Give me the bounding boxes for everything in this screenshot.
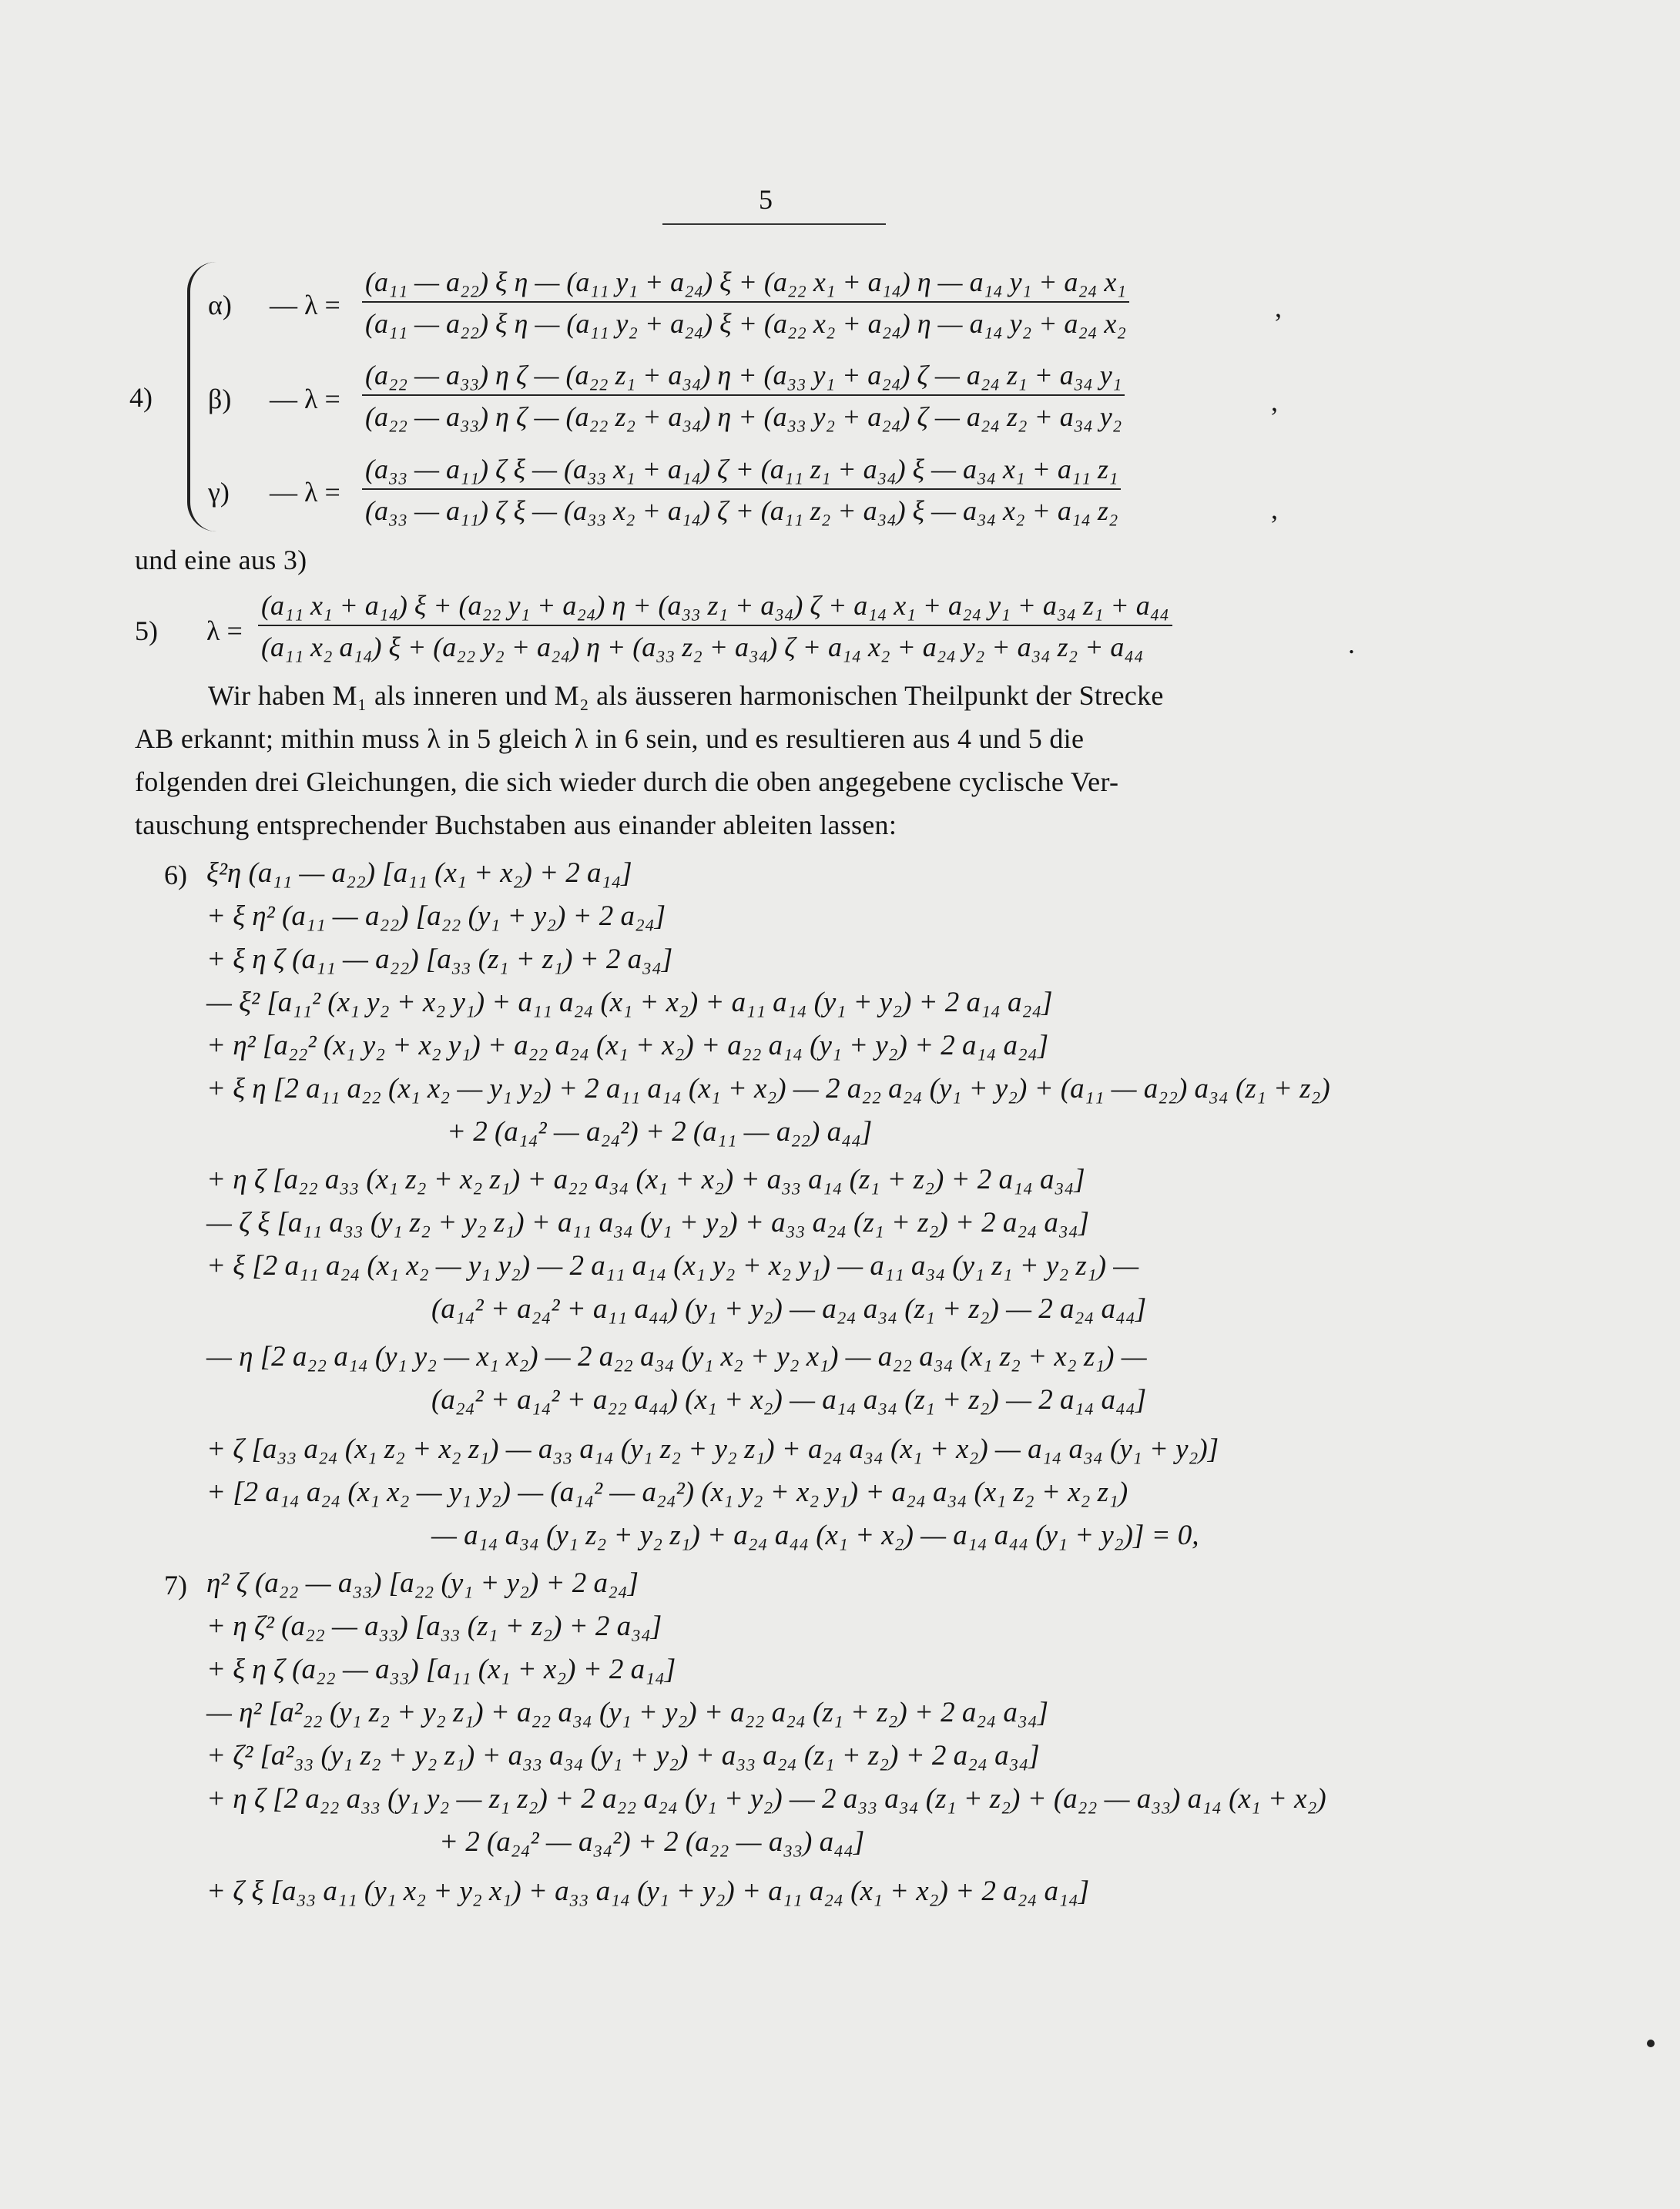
prose-line-3: folgenden drei Gleichungen, die sich wieder durch die oben angegebene cyclische Ver-: [135, 766, 1119, 797]
eq7-line-7: + 2 (a₂₄² — a₃₄²) + 2 (a₂₂ — a₃₃) a₄₄]: [439, 1826, 865, 1858]
eq6-line-5: + η² [a₂₂² (x₁ y₂ + x₂ y₁) + a₂₂ a₂₄ (x₁ + x₂) + a₂₂ a₁₄ (y₁ + y₂) + 2 a₁₄ a₂₄]: [206, 1030, 1049, 1061]
eq7-line-2: + η ζ² (a₂₂ — a₃₃) [a₃₃ (z₁ + z₂) + 2 a₃₄]: [206, 1611, 662, 1642]
eq4-gamma-lhs: — λ =: [270, 477, 340, 508]
eq6-tag: 6): [164, 860, 187, 890]
eq4-beta-denominator: (a₂₂ — a₃₃) η ζ — (a₂₂ z₂ + a₃₄) η + (a₃₃ y₂ + a₂₄) ζ — a₂₄ z₂ + a₃₄ y₂: [365, 401, 1122, 432]
eq4-beta-end: ,: [1271, 386, 1278, 417]
eq6-line-4: — ξ² [a₁₁² (x₁ y₂ + x₂ y₁) + a₁₁ a₂₄ (x₁ + x₂) + a₁₁ a₁₄ (y₁ + y₂) + 2 a₁₄ a₂₄]: [206, 987, 1053, 1018]
prose-line-1: Wir haben M₁ als inneren und M₂ als äusseren harmonischen Theilpunkt der Strecke: [208, 680, 1164, 711]
eq6-line-1: ξ²η (a₁₁ — a₂₂) [a₁₁ (x₁ + x₂) + 2 a₁₄]: [206, 857, 632, 889]
page-number: 5: [759, 184, 773, 215]
eq5-end: .: [1348, 629, 1355, 659]
eq6-line-7: + 2 (a₁₄² — a₂₄²) + 2 (a₁₁ — a₂₂) a₄₄]: [447, 1116, 873, 1148]
eq7-tag: 7): [164, 1570, 187, 1601]
eq4-gamma-tag: γ): [208, 477, 230, 508]
eq5-lhs: λ =: [206, 615, 243, 646]
eq4-beta-tag: β): [208, 384, 232, 414]
eq6-line-6: + ξ η [2 a₁₁ a₂₂ (x₁ x₂ — y₁ y₂) + 2 a₁₁ a₁₄ (x₁ + x₂) — 2 a₂₂ a₂₄ (y₁ + y₂) + (a₁₁ — a₂₂) a₃₄ (z₁ + z₂): [206, 1073, 1330, 1104]
eq4-gamma-denominator: (a₃₃ — a₁₁) ζ ξ — (a₃₃ x₂ + a₁₄) ζ + (a₁₁ z₂ + a₃₄) ξ — a₃₄ x₂ + a₁₄ z₂: [365, 495, 1118, 526]
eq7-line-3: + ξ η ζ (a₂₂ — a₃₃) [a₁₁ (x₁ + x₂) + 2 a₁₄]: [206, 1654, 676, 1685]
header-rule: [662, 223, 886, 225]
eq4-alpha-tag: α): [208, 290, 232, 320]
eq4-beta-numerator: (a₂₂ — a₃₃) η ζ — (a₂₂ z₁ + a₃₄) η + (a₃₃ y₁ + a₂₄) ζ — a₂₄ z₁ + a₃₄ y₁: [362, 359, 1125, 396]
eq4-gamma-fraction: [362, 453, 1121, 527]
eq7-line-8: + ζ ξ [a₃₃ a₁₁ (y₁ x₂ + y₂ x₁) + a₃₃ a₁₄ (y₁ + y₂) + a₁₁ a₂₄ (x₁ + x₂) + 2 a₂₄ a₁₄]: [206, 1875, 1090, 1907]
eq5-tag: 5): [135, 615, 158, 646]
eq4-beta-lhs: — λ =: [270, 384, 340, 414]
prose-line-2: AB erkannt; mithin muss λ in 5 gleich λ in 6 sein, und es resultieren aus 4 und 5 die: [135, 723, 1085, 754]
eq4-alpha-denominator: (a₁₁ — a₂₂) ξ η — (a₁₁ y₂ + a₂₄) ξ + (a₂₂ x₂ + a₂₄) η — a₁₄ y₂ + a₂₄ x₂: [365, 308, 1126, 339]
eq6-line-10: + ξ [2 a₁₁ a₂₄ (x₁ x₂ — y₁ y₂) — 2 a₁₁ a₁₄ (x₁ y₂ + x₂ y₁) — a₁₁ a₃₄ (y₁ z₁ + y₂ z₁) —: [206, 1250, 1139, 1282]
eq7-line-4: — η² [a²₂₂ (y₁ z₂ + y₂ z₁) + a₂₂ a₃₄ (y₁ + y₂) + a₂₂ a₂₄ (z₁ + z₂) + 2 a₂₄ a₃₄]: [206, 1697, 1048, 1728]
eq4-alpha-numerator: (a₁₁ — a₂₂) ξ η — (a₁₁ y₁ + a₂₄) ξ + (a₂₂ x₁ + a₁₄) η — a₁₄ y₁ + a₂₄ x₁: [362, 266, 1129, 303]
eq4-label: 4): [129, 382, 153, 413]
eq6-line-9: — ζ ξ [a₁₁ a₃₃ (y₁ z₂ + y₂ z₁) + a₁₁ a₃₄ (y₁ + y₂) + a₃₃ a₂₄ (z₁ + z₂) + 2 a₂₄ a₃₄]: [206, 1207, 1090, 1239]
eq5-denominator: (a₁₁ x₂ a₁₄) ξ + (a₂₂ y₂ + a₂₄) η + (a₃₃ z₂ + a₃₄) ζ + a₁₄ x₂ + a₂₄ y₂ + a₃₄ z₂ + a₄₄: [261, 632, 1144, 662]
stray-mark: [1647, 2040, 1655, 2047]
eq4-beta-fraction: [362, 359, 1125, 433]
eq6-line-16: — a₁₄ a₃₄ (y₁ z₂ + y₂ z₁) + a₂₄ a₄₄ (x₁ + x₂) — a₁₄ a₄₄ (y₁ + y₂)] = 0,: [431, 1520, 1199, 1551]
text-und-eine: und eine aus 3): [135, 545, 307, 575]
eq7-line-5: + ζ² [a²₃₃ (y₁ z₂ + y₂ z₁) + a₃₃ a₃₄ (y₁ + y₂) + a₃₃ a₂₄ (z₁ + z₂) + 2 a₂₄ a₃₄]: [206, 1740, 1040, 1772]
eq6-line-14: + ζ [a₃₃ a₂₄ (x₁ z₂ + x₂ z₁) — a₃₃ a₁₄ (y₁ z₂ + y₂ z₁) + a₂₄ a₃₄ (x₁ + x₂) — a₁₄ a₃₄ (y₁ + y₂)]: [206, 1433, 1219, 1465]
eq4-alpha-end: ,: [1275, 292, 1282, 323]
eq6-line-11: (a₁₄² + a₂₄² + a₁₁ a₄₄) (y₁ + y₂) — a₂₄ a₃₄ (z₁ + z₂) — 2 a₂₄ a₄₄]: [431, 1293, 1147, 1325]
eq4-alpha-fraction: [362, 266, 1129, 340]
eq6-line-3: + ξ η ζ (a₁₁ — a₂₂) [a₃₃ (z₁ + z₁) + 2 a₃₄]: [206, 944, 673, 975]
eq6-line-12: — η [2 a₂₂ a₁₄ (y₁ y₂ — x₁ x₂) — 2 a₂₂ a₃₄ (y₁ x₂ + y₂ x₁) — a₂₂ a₃₄ (x₁ z₂ + x₂ z₁) —: [206, 1341, 1147, 1373]
eq6-line-15: + [2 a₁₄ a₂₄ (x₁ x₂ — y₁ y₂) — (a₁₄² — a₂₄²) (x₁ y₂ + x₂ y₁) + a₂₄ a₃₄ (x₁ z₂ + x₂ z₁): [206, 1477, 1128, 1508]
eq5-numerator: (a₁₁ x₁ + a₁₄) ξ + (a₂₂ y₁ + a₂₄) η + (a₃₃ z₁ + a₃₄) ζ + a₁₄ x₁ + a₂₄ y₁ + a₃₄ z₁ + a₄₄: [258, 589, 1172, 626]
eq5-fraction: [258, 589, 1172, 663]
prose-line-4: tauschung entsprechender Buchstaben aus einander ableiten lassen:: [135, 810, 897, 840]
eq6-line-8: + η ζ [a₂₂ a₃₃ (x₁ z₂ + x₂ z₁) + a₂₂ a₃₄ (x₁ + x₂) + a₃₃ a₁₄ (z₁ + z₂) + 2 a₁₄ a₃₄]: [206, 1164, 1085, 1195]
eq4-gamma-numerator: (a₃₃ — a₁₁) ζ ξ — (a₃₃ x₁ + a₁₄) ζ + (a₁₁ z₁ + a₃₄) ξ — a₃₄ x₁ + a₁₁ z₁: [362, 453, 1121, 490]
eq7-line-6: + η ζ [2 a₂₂ a₃₃ (y₁ y₂ — z₁ z₂) + 2 a₂₂ a₂₄ (y₁ + y₂) — 2 a₃₃ a₃₄ (z₁ + z₂) + (a₂₂ — a₃₃) a₁₄ (x₁ + x₂): [206, 1783, 1326, 1815]
eq4-alpha-lhs: — λ =: [270, 290, 340, 320]
eq7-line-1: η² ζ (a₂₂ — a₃₃) [a₂₂ (y₁ + y₂) + 2 a₂₄]: [206, 1567, 639, 1599]
eq6-line-2: + ξ η² (a₁₁ — a₂₂) [a₂₂ (y₁ + y₂) + 2 a₂₄]: [206, 900, 666, 932]
eq4-gamma-end: ,: [1271, 494, 1278, 525]
eq6-line-13: (a₂₄² + a₁₄² + a₂₂ a₄₄) (x₁ + x₂) — a₁₄ a₃₄ (z₁ + z₂) — 2 a₁₄ a₄₄]: [431, 1384, 1147, 1416]
